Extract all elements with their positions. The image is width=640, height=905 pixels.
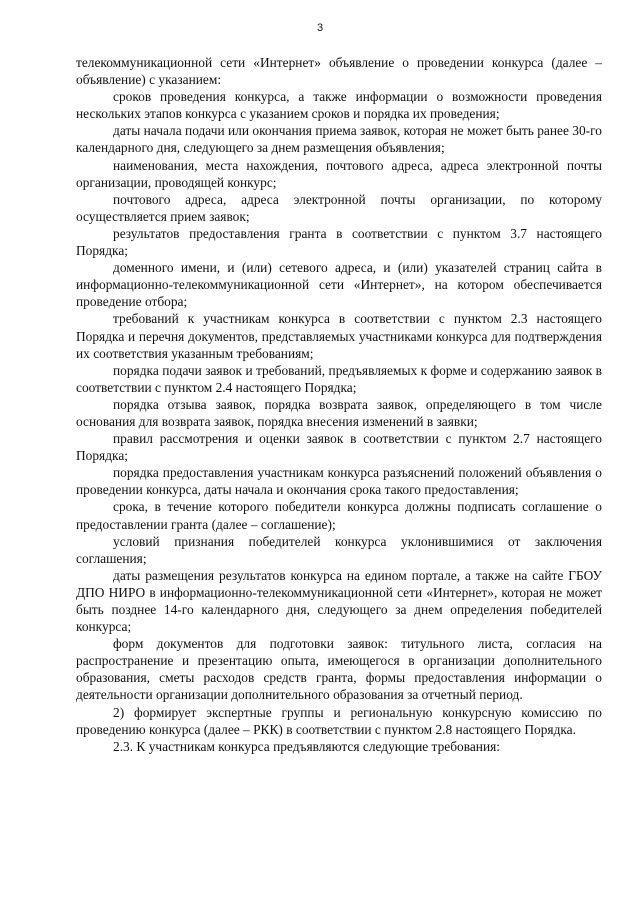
paragraph: даты начала подачи или окончания приема заявок, которая не может быть ранее 30-го календарного дня, следующего за днем размещения объявления; (76, 123, 602, 156)
paragraph: условий признания победителей конкурса уклонившимися от заключения соглашения; (76, 533, 602, 566)
paragraph: требований к участникам конкурса в соответствии с пунктом 2.3 настоящего Порядка и перечня документов, представляемых участниками конкурса для подтверждения их соответствия указанным требованиям; (76, 311, 602, 361)
paragraph: 2.3. К участникам конкурса предъявляются следующие требования: (113, 738, 501, 754)
paragraph: результатов предоставления гранта в соответствии с пунктом 3.7 настоящего Порядка; (76, 225, 602, 259)
document-body (76, 54, 602, 755)
paragraph: телекоммуникационной сети «Интернет» объявление о проведении конкурса (далее – объявление) с указанием: (76, 55, 602, 88)
paragraph: порядка подачи заявок и требований, предъявляемых к форме и содержанию заявок в соответствии с пунктом 2.4 настоящего Порядка; (76, 362, 602, 395)
paragraph: порядка отзыва заявок, порядка возврата заявок, определяющего в том числе основания для возврата заявок, порядка внесения изменений в заявки; (76, 396, 602, 429)
paragraph: доменного имени, и (или) сетевого адреса, и (или) указателей страниц сайта в информационно-телекоммуникационной сети «Интернет», на котором обеспечивается проведение отбора; (76, 260, 602, 310)
paragraph: правил рассмотрения и оценки заявок в соответствии с пунктом 2.7 настоящего Порядка; (76, 431, 602, 464)
paragraph: даты размещения результатов конкурса на едином портале, а также на сайте ГБОУ ДПО НИРО в информационно-телекоммуникационной сети «Интернет», которая не может быть позднее 14-го календарного дня, следующего за днем определения победителей конкурса; (76, 567, 602, 635)
paragraph: сроков проведения конкурса, а также информации о возможности проведения нескольких этапов конкурса с указанием сроков и порядка их проведения; (76, 89, 602, 122)
paragraph: наименования, места нахождения, почтового адреса, адреса электронной почты организации, проводящей конкурс; (76, 157, 602, 190)
paragraph: почтового адреса, адреса электронной почты организации, по которому осуществляется прием заявок; (76, 191, 602, 224)
paragraph: форм документов для подготовки заявок: титульного листа, согласия на распространение и презентацию опыта, имеющегося в организации дополнительного образования, сметы расходов средств гранта, формы предоставления информации о деятельности организации дополнительного образования за отчетный период. (76, 636, 602, 703)
paragraph: срока, в течение которого победители конкурса должны подписать соглашение о предоставлении гранта (далее – соглашение); (76, 499, 602, 532)
paragraph: порядка предоставления участникам конкурса разъяснений положений объявления о проведении конкурса, даты начала и окончания срока такого предоставления; (76, 465, 602, 498)
paragraph: 2) формирует экспертные группы и региональную конкурсную комиссию по проведению конкурса (далее – РКК) в соответствии с пунктом 2.8 настоящего Порядка. (76, 704, 602, 737)
page-number: 3 (316, 22, 324, 34)
